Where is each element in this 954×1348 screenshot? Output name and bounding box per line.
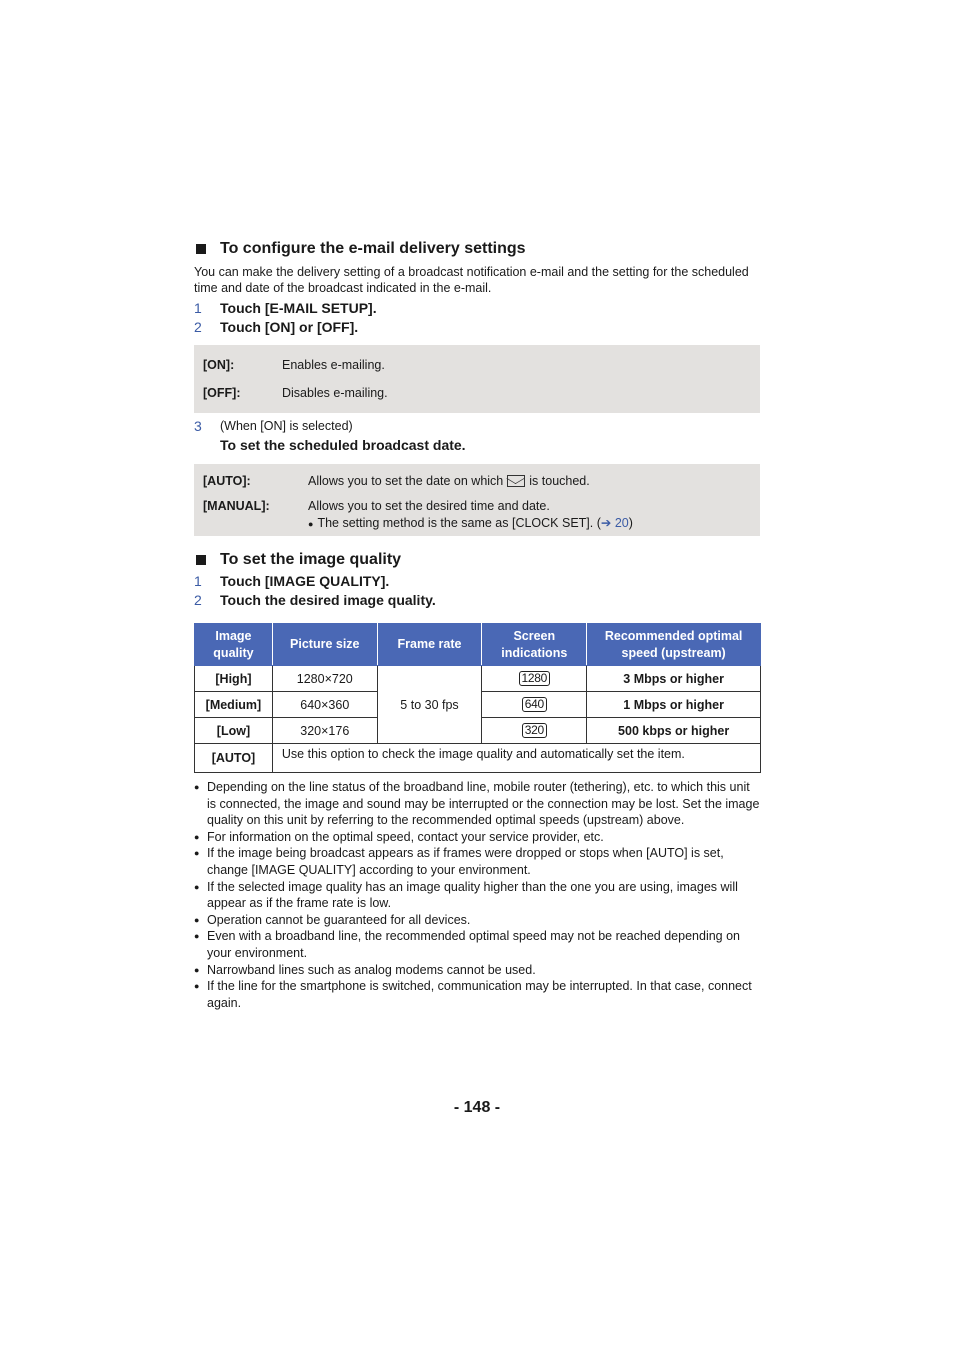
option-key: [MANUAL]: — [203, 499, 270, 513]
square-bullet-icon — [196, 555, 206, 565]
mail-icon — [507, 475, 525, 487]
option-key: [OFF]: — [203, 386, 241, 400]
desc-text: Allows you to set the desired time and date. — [308, 499, 550, 513]
option-key: [ON]: — [203, 358, 235, 372]
date-options-box — [194, 464, 760, 536]
step-1 — [194, 298, 760, 317]
list-item — [194, 779, 760, 829]
table-row — [195, 666, 761, 692]
size-cell: 320×176 — [272, 718, 377, 744]
bullet-dot-icon: ● — [194, 782, 200, 792]
step-text: Touch [ON] or [OFF]. — [220, 318, 359, 335]
square-bullet-icon — [196, 244, 206, 254]
option-row-auto — [194, 469, 760, 493]
note-text: The setting method is the same as [CLOCK SET]. ( — [317, 516, 601, 530]
indication-cell — [482, 666, 587, 692]
step-text: Touch the desired image quality. — [220, 591, 436, 608]
option-desc: Enables e-mailing. — [282, 358, 385, 372]
resolution-badge-icon: 640 — [522, 697, 547, 712]
size-cell: 640×360 — [272, 692, 377, 718]
indication-cell — [482, 692, 587, 718]
header-picture-size: Picture size — [272, 624, 377, 666]
section-heading-email — [194, 238, 760, 260]
notes-list — [194, 779, 760, 1011]
step-number: 2 — [194, 318, 202, 335]
heading-text: To configure the e-mail delivery settings — [220, 240, 526, 257]
page-number: - 148 - — [453, 1099, 501, 1116]
section-heading-quality — [194, 549, 760, 571]
resolution-badge-icon: 320 — [522, 723, 547, 738]
step-2 — [194, 590, 760, 609]
quality-cell: [AUTO] — [195, 744, 273, 773]
step-1 — [194, 571, 760, 590]
option-row-manual — [194, 499, 760, 530]
list-item-text: Narrowband lines such as analog modems cannot be used. — [207, 962, 536, 977]
size-cell: 1280×720 — [272, 666, 377, 692]
auto-desc-cell: Use this option to check the image quality and automatically set the item. — [272, 744, 760, 773]
header-frame-rate: Frame rate — [377, 624, 482, 666]
email-options-box — [194, 345, 760, 413]
list-item-text: Operation cannot be guaranteed for all devices. — [207, 912, 471, 927]
step-2 — [194, 317, 760, 336]
step-3 — [194, 435, 760, 454]
step-text: Touch [E-MAIL SETUP]. — [220, 299, 377, 316]
resolution-badge-icon: 1280 — [519, 671, 551, 686]
step-number: 2 — [194, 591, 202, 608]
list-item — [194, 912, 760, 929]
list-item — [194, 845, 760, 878]
list-item — [194, 978, 760, 1011]
table-row-auto — [195, 744, 761, 773]
option-key: [AUTO]: — [203, 474, 251, 488]
list-item-text: If the image being broadcast appears as if frames were dropped or stops when [AUTO] is set, change [IMAGE QUALITY] according to your environment. — [207, 846, 724, 877]
list-item — [194, 928, 760, 961]
header-image-quality: Image quality — [195, 624, 273, 666]
table-header-row — [195, 624, 761, 666]
option-desc — [308, 499, 633, 530]
desc-text: is touched. — [529, 474, 590, 488]
page-link[interactable]: ➔ 20 — [600, 516, 629, 530]
bullet-dot-icon: ● — [194, 931, 200, 942]
speed-cell: 1 Mbps or higher — [587, 692, 761, 718]
bullet-dot-icon: ● — [194, 981, 200, 992]
option-desc — [308, 474, 590, 488]
list-item — [194, 829, 760, 846]
note-text: ) — [628, 516, 633, 530]
desc-note — [308, 515, 633, 530]
page-content — [194, 238, 760, 1011]
image-quality-table — [194, 623, 761, 773]
step-number: 3 — [194, 418, 202, 434]
desc-text: Allows you to set the date on which — [308, 474, 504, 488]
step-number: 1 — [194, 299, 202, 316]
option-row-off — [194, 379, 760, 407]
list-item — [194, 962, 760, 979]
quality-cell: [High] — [195, 666, 273, 692]
quality-cell: [Medium] — [195, 692, 273, 718]
speed-cell: 500 kbps or higher — [587, 718, 761, 744]
bullet-dot-icon: ● — [194, 964, 200, 975]
bullet-dot-icon: ● — [194, 914, 200, 925]
step-number: 1 — [194, 572, 202, 589]
list-item-text: Even with a broadband line, the recommended optimal speed may not be reached depending on your environment. — [207, 929, 740, 960]
option-desc: Disables e-mailing. — [282, 386, 388, 400]
bullet-dot-icon: ● — [194, 831, 200, 842]
step-text: Touch [IMAGE QUALITY]. — [220, 572, 390, 589]
quality-cell: [Low] — [195, 718, 273, 744]
header-recommended-speed: Recommended optimal speed (upstream) — [587, 624, 761, 666]
step-note: (When [ON] is selected) — [220, 419, 353, 433]
frame-rate-cell: 5 to 30 fps — [377, 666, 482, 744]
intro-paragraph: You can make the delivery setting of a broadcast notification e-mail and the setting for the scheduled time and date of the broadcast indicated in the e-mail. — [194, 265, 749, 295]
step-3-note — [194, 417, 760, 435]
list-item-text: For information on the optimal speed, contact your service provider, etc. — [207, 829, 604, 844]
indication-cell — [482, 718, 587, 744]
bullet-dot-icon: ● — [308, 519, 314, 529]
header-screen-indications: Screen indications — [482, 624, 587, 666]
heading-text: To set the image quality — [220, 551, 402, 568]
bullet-dot-icon: ● — [194, 848, 200, 859]
list-item-text: If the selected image quality has an image quality higher than the one you are using, images will appear as if the frame rate is low. — [207, 879, 738, 911]
list-item-text: Depending on the line status of the broadband line, mobile router (tethering), etc. to which this unit is connected, the image and sound may be interrupted or the connection may be lost. Set the image quality on this unit by referring to the recommended optimal speeds (upstream) above. — [207, 780, 760, 828]
list-item-text: If the line for the smartphone is switched, communication may be interrupted. In that case, connect again. — [207, 979, 752, 1010]
bullet-dot-icon: ● — [194, 881, 200, 892]
speed-cell: 3 Mbps or higher — [587, 666, 761, 692]
option-row-on — [194, 351, 760, 379]
list-item — [194, 879, 760, 912]
step-text: To set the scheduled broadcast date. — [220, 436, 466, 453]
